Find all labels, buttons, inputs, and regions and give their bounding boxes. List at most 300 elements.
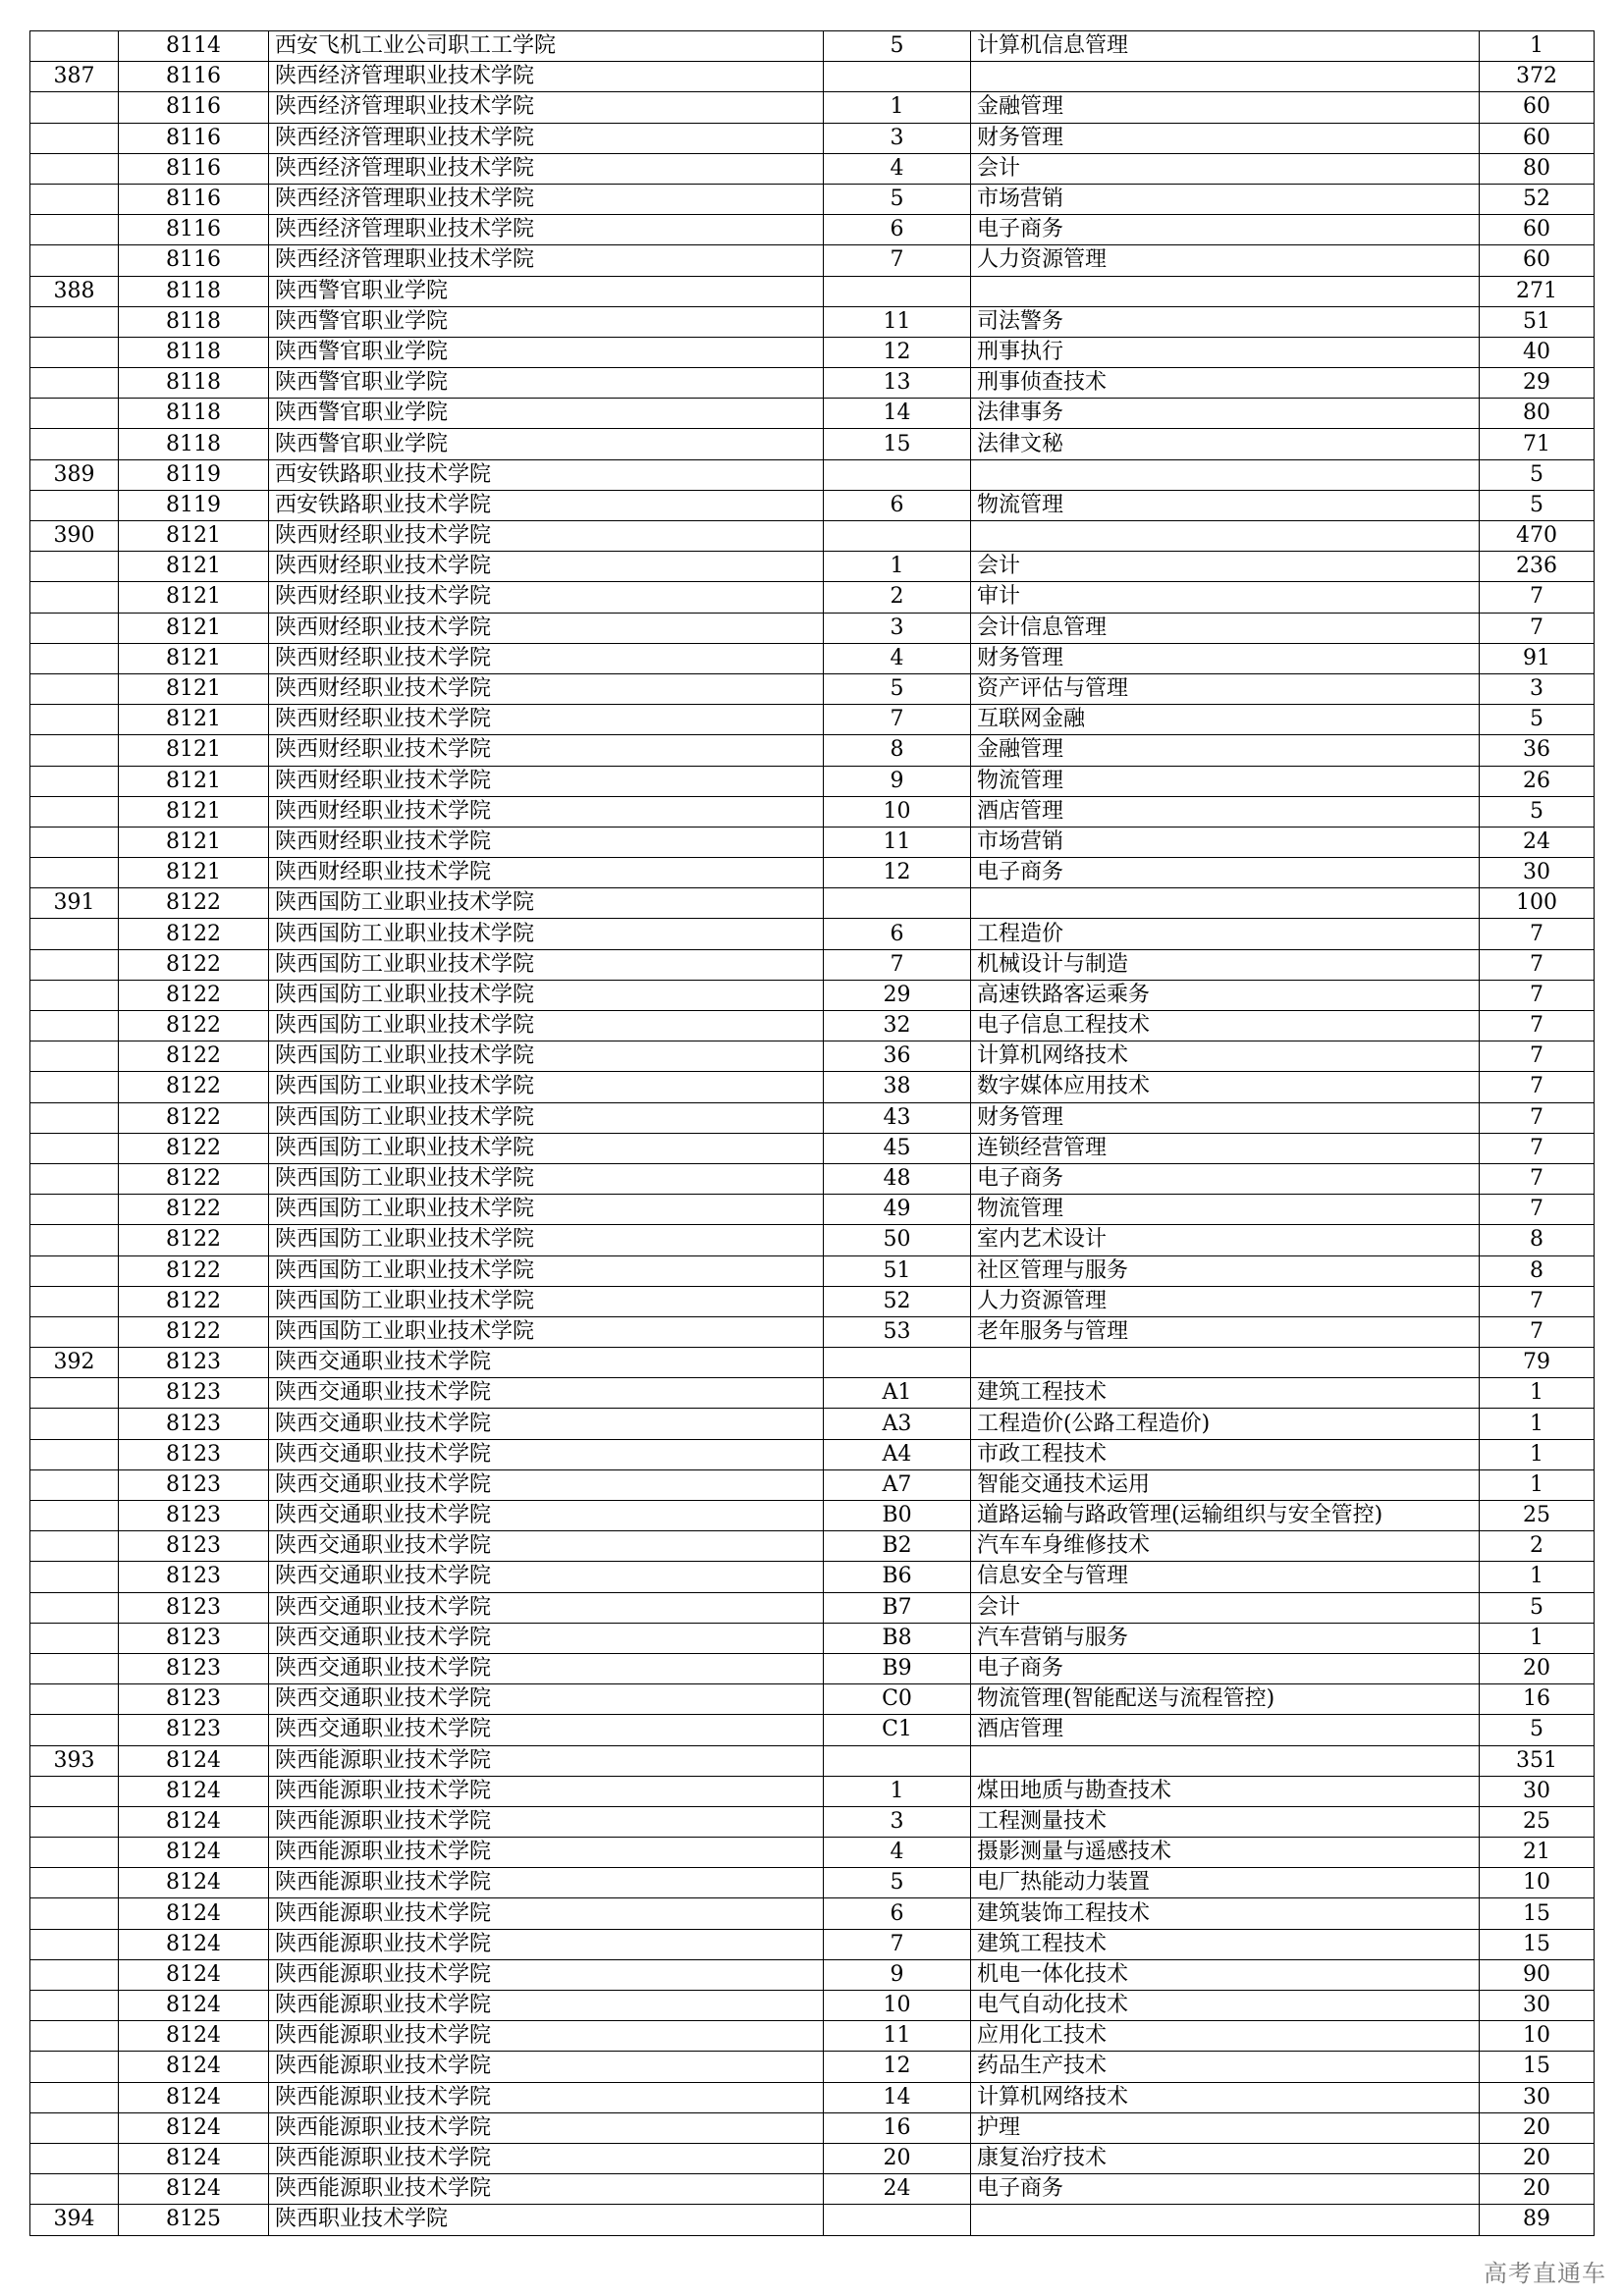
school-name-cell: 陕西能源职业技术学院 (269, 1745, 824, 1776)
major-code-cell: 1 (824, 1776, 971, 1806)
table-row (30, 1011, 1595, 1041)
major-code-cell: 50 (824, 1225, 971, 1255)
school-name-cell: 陕西能源职业技术学院 (269, 2082, 824, 2112)
plan-count-cell: 30 (1480, 1776, 1595, 1806)
school-code-cell: 8118 (119, 276, 269, 306)
major-name-cell: 信息安全与管理 (971, 1562, 1480, 1592)
school-code-cell: 8116 (119, 215, 269, 245)
table-row (30, 1684, 1595, 1715)
major-code-cell: 4 (824, 1838, 971, 1868)
major-code-cell: 6 (824, 919, 971, 949)
major-code-cell: B9 (824, 1653, 971, 1683)
plan-count-cell: 30 (1480, 2082, 1595, 2112)
seq-cell: 394 (30, 2205, 119, 2235)
school-code-cell: 8118 (119, 337, 269, 367)
school-code-cell: 8122 (119, 1163, 269, 1194)
school-code-cell: 8123 (119, 1531, 269, 1562)
school-code-cell: 8122 (119, 1102, 269, 1133)
school-name-cell: 陕西警官职业学院 (269, 276, 824, 306)
major-name-cell: 数字媒体应用技术 (971, 1072, 1480, 1102)
seq-cell: 387 (30, 62, 119, 92)
school-name-cell: 陕西交通职业技术学院 (269, 1592, 824, 1623)
school-name-cell: 陕西财经职业技术学院 (269, 643, 824, 673)
seq-cell (30, 919, 119, 949)
school-name-cell: 陕西经济管理职业技术学院 (269, 153, 824, 184)
major-name-cell: 会计 (971, 1592, 1480, 1623)
plan-count-cell: 7 (1480, 582, 1595, 613)
school-name-cell: 陕西财经职业技术学院 (269, 766, 824, 796)
table-row (30, 306, 1595, 337)
school-code-cell: 8123 (119, 1348, 269, 1378)
school-code-cell: 8123 (119, 1715, 269, 1745)
major-name-cell: 财务管理 (971, 1102, 1480, 1133)
seq-cell (30, 1562, 119, 1592)
seq-cell (30, 184, 119, 214)
school-name-cell: 陕西财经职业技术学院 (269, 858, 824, 888)
plan-count-cell: 271 (1480, 276, 1595, 306)
plan-count-cell: 79 (1480, 1348, 1595, 1378)
major-code-cell: 14 (824, 399, 971, 429)
seq-cell (30, 613, 119, 643)
table-row (30, 766, 1595, 796)
plan-count-cell: 60 (1480, 215, 1595, 245)
table-row (30, 62, 1595, 92)
table-row (30, 1653, 1595, 1683)
major-name-cell: 计算机网络技术 (971, 2082, 1480, 2112)
table-row (30, 215, 1595, 245)
major-name-cell: 机械设计与制造 (971, 949, 1480, 980)
plan-count-cell: 15 (1480, 2052, 1595, 2082)
table-row (30, 735, 1595, 766)
major-name-cell: 汽车营销与服务 (971, 1623, 1480, 1653)
major-code-cell: 36 (824, 1041, 971, 1072)
seq-cell (30, 1225, 119, 1255)
plan-count-cell: 10 (1480, 1868, 1595, 1898)
school-code-cell: 8124 (119, 2082, 269, 2112)
seq-cell (30, 796, 119, 827)
major-code-cell: 6 (824, 1898, 971, 1929)
school-code-cell: 8114 (119, 31, 269, 62)
plan-count-cell: 91 (1480, 643, 1595, 673)
school-code-cell: 8121 (119, 673, 269, 704)
major-name-cell: 物流管理 (971, 766, 1480, 796)
seq-cell (30, 1255, 119, 1286)
major-name-cell: 财务管理 (971, 643, 1480, 673)
table-row (30, 1959, 1595, 1990)
seq-cell (30, 1592, 119, 1623)
table-row (30, 490, 1595, 520)
school-code-cell: 8124 (119, 2112, 269, 2143)
school-name-cell: 陕西经济管理职业技术学院 (269, 184, 824, 214)
seq-cell (30, 766, 119, 796)
seq-cell (30, 1959, 119, 1990)
seq-cell (30, 31, 119, 62)
major-code-cell: 3 (824, 1806, 971, 1837)
major-code-cell: 43 (824, 1102, 971, 1133)
major-name-cell: 电子信息工程技术 (971, 1011, 1480, 1041)
school-name-cell: 陕西能源职业技术学院 (269, 1806, 824, 1837)
major-code-cell: 4 (824, 643, 971, 673)
seq-cell (30, 2112, 119, 2143)
major-name-cell: 法律文秘 (971, 429, 1480, 459)
school-code-cell: 8122 (119, 980, 269, 1010)
major-name-cell: 电子商务 (971, 1653, 1480, 1683)
school-name-cell: 陕西国防工业职业技术学院 (269, 949, 824, 980)
major-code-cell: 9 (824, 766, 971, 796)
major-name-cell: 连锁经营管理 (971, 1133, 1480, 1163)
seq-cell (30, 1929, 119, 1959)
school-code-cell: 8121 (119, 521, 269, 552)
major-code-cell: 11 (824, 827, 971, 857)
table-body (30, 31, 1595, 2236)
school-name-cell: 陕西能源职业技术学院 (269, 2174, 824, 2205)
major-code-cell: A1 (824, 1378, 971, 1409)
major-name-cell: 酒店管理 (971, 1715, 1480, 1745)
major-code-cell: 5 (824, 184, 971, 214)
major-code-cell (824, 459, 971, 490)
school-name-cell: 陕西能源职业技术学院 (269, 1776, 824, 1806)
major-name-cell: 物流管理 (971, 1195, 1480, 1225)
major-name-cell: 药品生产技术 (971, 2052, 1480, 2082)
major-code-cell: 5 (824, 1868, 971, 1898)
seq-cell (30, 1102, 119, 1133)
school-code-cell: 8124 (119, 1806, 269, 1837)
seq-cell: 392 (30, 1348, 119, 1378)
major-name-cell: 汽车车身维修技术 (971, 1531, 1480, 1562)
major-name-cell: 工程测量技术 (971, 1806, 1480, 1837)
table-row (30, 1898, 1595, 1929)
major-name-cell: 审计 (971, 582, 1480, 613)
table-row (30, 1623, 1595, 1653)
plan-count-cell: 16 (1480, 1684, 1595, 1715)
table-row (30, 1929, 1595, 1959)
school-name-cell: 陕西国防工业职业技术学院 (269, 1286, 824, 1316)
school-code-cell: 8121 (119, 858, 269, 888)
school-code-cell: 8122 (119, 919, 269, 949)
plan-count-cell: 20 (1480, 1653, 1595, 1683)
school-code-cell: 8123 (119, 1653, 269, 1683)
plan-count-cell: 5 (1480, 1715, 1595, 1745)
school-name-cell: 陕西经济管理职业技术学院 (269, 215, 824, 245)
major-code-cell: 49 (824, 1195, 971, 1225)
major-code-cell: 16 (824, 2112, 971, 2143)
major-name-cell: 电厂热能动力装置 (971, 1868, 1480, 1898)
school-name-cell: 陕西财经职业技术学院 (269, 582, 824, 613)
major-name-cell: 机电一体化技术 (971, 1959, 1480, 1990)
major-code-cell: 7 (824, 705, 971, 735)
seq-cell (30, 1501, 119, 1531)
major-code-cell: B6 (824, 1562, 971, 1592)
table-row (30, 1409, 1595, 1439)
table-row (30, 673, 1595, 704)
seq-cell (30, 552, 119, 582)
seq-cell (30, 1898, 119, 1929)
major-code-cell: 11 (824, 306, 971, 337)
school-name-cell: 陕西能源职业技术学院 (269, 2021, 824, 2052)
major-name-cell: 金融管理 (971, 735, 1480, 766)
table-row (30, 1991, 1595, 2021)
school-name-cell: 陕西交通职业技术学院 (269, 1378, 824, 1409)
table-row (30, 643, 1595, 673)
major-name-cell: 高速铁路客运乘务 (971, 980, 1480, 1010)
major-code-cell: 20 (824, 2143, 971, 2173)
school-name-cell: 陕西交通职业技术学院 (269, 1653, 824, 1683)
plan-count-cell: 26 (1480, 766, 1595, 796)
plan-count-cell: 1 (1480, 1623, 1595, 1653)
major-code-cell: 12 (824, 858, 971, 888)
major-code-cell: A3 (824, 1409, 971, 1439)
school-name-cell: 陕西交通职业技术学院 (269, 1715, 824, 1745)
plan-count-cell: 20 (1480, 2174, 1595, 2205)
table-row (30, 919, 1595, 949)
school-code-cell: 8122 (119, 1195, 269, 1225)
major-code-cell: 1 (824, 92, 971, 123)
school-name-cell: 陕西国防工业职业技术学院 (269, 1316, 824, 1347)
plan-count-cell: 71 (1480, 429, 1595, 459)
seq-cell (30, 1195, 119, 1225)
school-name-cell: 陕西国防工业职业技术学院 (269, 980, 824, 1010)
table-row (30, 613, 1595, 643)
school-name-cell: 陕西警官职业学院 (269, 399, 824, 429)
major-name-cell (971, 459, 1480, 490)
table-row (30, 1195, 1595, 1225)
seq-cell (30, 306, 119, 337)
major-name-cell: 道路运输与路政管理(运输组织与安全管控) (971, 1501, 1480, 1531)
plan-count-cell: 3 (1480, 673, 1595, 704)
school-name-cell: 陕西交通职业技术学院 (269, 1531, 824, 1562)
table-row (30, 2143, 1595, 2173)
school-name-cell: 陕西国防工业职业技术学院 (269, 1255, 824, 1286)
major-code-cell: 15 (824, 429, 971, 459)
school-code-cell: 8122 (119, 949, 269, 980)
major-name-cell: 康复治疗技术 (971, 2143, 1480, 2173)
major-name-cell: 工程造价 (971, 919, 1480, 949)
major-code-cell: 5 (824, 673, 971, 704)
plan-count-cell: 7 (1480, 980, 1595, 1010)
table-row (30, 582, 1595, 613)
major-name-cell (971, 62, 1480, 92)
plan-count-cell: 470 (1480, 521, 1595, 552)
school-name-cell: 陕西国防工业职业技术学院 (269, 1163, 824, 1194)
school-name-cell: 陕西交通职业技术学院 (269, 1684, 824, 1715)
table-row (30, 1531, 1595, 1562)
major-name-cell: 会计 (971, 153, 1480, 184)
seq-cell (30, 827, 119, 857)
seq-cell (30, 123, 119, 153)
major-code-cell: 6 (824, 215, 971, 245)
school-code-cell: 8122 (119, 888, 269, 919)
plan-count-cell: 10 (1480, 2021, 1595, 2052)
major-code-cell: 3 (824, 123, 971, 153)
seq-cell: 391 (30, 888, 119, 919)
school-code-cell: 8124 (119, 1898, 269, 1929)
table-row (30, 2052, 1595, 2082)
major-name-cell: 法律事务 (971, 399, 1480, 429)
seq-cell (30, 2143, 119, 2173)
major-code-cell (824, 521, 971, 552)
school-code-cell: 8124 (119, 2174, 269, 2205)
school-name-cell: 陕西职业技术学院 (269, 2205, 824, 2235)
table-row (30, 2082, 1595, 2112)
major-code-cell: 13 (824, 368, 971, 399)
plan-count-cell: 20 (1480, 2112, 1595, 2143)
school-name-cell: 陕西国防工业职业技术学院 (269, 919, 824, 949)
school-code-cell: 8118 (119, 429, 269, 459)
seq-cell (30, 949, 119, 980)
school-code-cell: 8124 (119, 1959, 269, 1990)
major-code-cell: 8 (824, 735, 971, 766)
seq-cell (30, 858, 119, 888)
major-code-cell: 14 (824, 2082, 971, 2112)
seq-cell (30, 337, 119, 367)
school-code-cell: 8118 (119, 399, 269, 429)
plan-count-cell: 20 (1480, 2143, 1595, 2173)
school-code-cell: 8116 (119, 184, 269, 214)
school-code-cell: 8123 (119, 1562, 269, 1592)
school-code-cell: 8121 (119, 766, 269, 796)
school-name-cell: 陕西能源职业技术学院 (269, 2052, 824, 2082)
plan-count-cell: 24 (1480, 827, 1595, 857)
school-name-cell: 陕西财经职业技术学院 (269, 552, 824, 582)
table-row (30, 796, 1595, 827)
table-row (30, 1806, 1595, 1837)
school-name-cell: 陕西能源职业技术学院 (269, 1929, 824, 1959)
major-name-cell: 市政工程技术 (971, 1439, 1480, 1469)
school-name-cell: 陕西交通职业技术学院 (269, 1348, 824, 1378)
school-code-cell: 8123 (119, 1684, 269, 1715)
school-name-cell: 陕西国防工业职业技术学院 (269, 888, 824, 919)
seq-cell (30, 1868, 119, 1898)
major-code-cell (824, 1745, 971, 1776)
plan-count-cell: 15 (1480, 1929, 1595, 1959)
major-name-cell: 摄影测量与遥感技术 (971, 1838, 1480, 1868)
enrollment-plan-table (29, 30, 1595, 2236)
major-name-cell: 应用化工技术 (971, 2021, 1480, 2052)
seq-cell (30, 1011, 119, 1041)
school-code-cell: 8124 (119, 1776, 269, 1806)
major-name-cell: 社区管理与服务 (971, 1255, 1480, 1286)
school-name-cell: 陕西交通职业技术学院 (269, 1501, 824, 1531)
seq-cell (30, 1133, 119, 1163)
major-code-cell: 1 (824, 552, 971, 582)
school-code-cell: 8122 (119, 1072, 269, 1102)
major-name-cell: 司法警务 (971, 306, 1480, 337)
school-name-cell: 陕西经济管理职业技术学院 (269, 123, 824, 153)
school-name-cell: 陕西国防工业职业技术学院 (269, 1011, 824, 1041)
major-name-cell: 人力资源管理 (971, 1286, 1480, 1316)
school-code-cell: 8122 (119, 1316, 269, 1347)
table-row (30, 2112, 1595, 2143)
school-code-cell: 8124 (119, 2143, 269, 2173)
school-name-cell: 陕西交通职业技术学院 (269, 1439, 824, 1469)
school-name-cell: 陕西交通职业技术学院 (269, 1562, 824, 1592)
plan-count-cell: 5 (1480, 459, 1595, 490)
seq-cell (30, 1378, 119, 1409)
seq-cell (30, 1531, 119, 1562)
plan-count-cell: 7 (1480, 1072, 1595, 1102)
major-code-cell: B7 (824, 1592, 971, 1623)
major-code-cell: 51 (824, 1255, 971, 1286)
major-code-cell: 12 (824, 2052, 971, 2082)
major-code-cell (824, 62, 971, 92)
school-code-cell: 8118 (119, 368, 269, 399)
school-code-cell: 8121 (119, 552, 269, 582)
school-code-cell: 8123 (119, 1501, 269, 1531)
seq-cell (30, 1991, 119, 2021)
plan-count-cell: 21 (1480, 1838, 1595, 1868)
major-code-cell (824, 888, 971, 919)
major-code-cell: A7 (824, 1469, 971, 1500)
seq-cell (30, 368, 119, 399)
seq-cell (30, 1715, 119, 1745)
major-code-cell: 4 (824, 153, 971, 184)
school-code-cell: 8124 (119, 1868, 269, 1898)
major-code-cell (824, 2205, 971, 2235)
table-row (30, 123, 1595, 153)
plan-count-cell: 1 (1480, 1469, 1595, 1500)
table-row (30, 2021, 1595, 2052)
school-code-cell: 8116 (119, 62, 269, 92)
major-code-cell (824, 1348, 971, 1378)
school-name-cell: 西安铁路职业技术学院 (269, 459, 824, 490)
school-code-cell: 8123 (119, 1592, 269, 1623)
table-row (30, 1592, 1595, 1623)
major-name-cell: 电子商务 (971, 2174, 1480, 2205)
plan-count-cell: 80 (1480, 153, 1595, 184)
watermark-text: 高考直通车 (1484, 2260, 1606, 2287)
major-name-cell: 刑事侦查技术 (971, 368, 1480, 399)
table-row (30, 1255, 1595, 1286)
plan-count-cell: 1 (1480, 1378, 1595, 1409)
major-name-cell: 互联网金融 (971, 705, 1480, 735)
plan-count-cell: 52 (1480, 184, 1595, 214)
major-code-cell: C1 (824, 1715, 971, 1745)
table-row (30, 1469, 1595, 1500)
plan-count-cell: 7 (1480, 919, 1595, 949)
seq-cell (30, 980, 119, 1010)
seq-cell (30, 1653, 119, 1683)
school-code-cell: 8116 (119, 123, 269, 153)
school-name-cell: 陕西能源职业技术学院 (269, 1991, 824, 2021)
major-name-cell: 建筑工程技术 (971, 1378, 1480, 1409)
school-name-cell: 陕西国防工业职业技术学院 (269, 1133, 824, 1163)
plan-count-cell: 7 (1480, 1195, 1595, 1225)
major-code-cell: A4 (824, 1439, 971, 1469)
table-row (30, 552, 1595, 582)
table-row (30, 1715, 1595, 1745)
table-row (30, 245, 1595, 276)
table-row (30, 1501, 1595, 1531)
major-code-cell: 6 (824, 490, 971, 520)
major-name-cell: 人力资源管理 (971, 245, 1480, 276)
table-row (30, 1286, 1595, 1316)
school-name-cell: 陕西交通职业技术学院 (269, 1623, 824, 1653)
school-code-cell: 8124 (119, 2052, 269, 2082)
school-name-cell: 陕西国防工业职业技术学院 (269, 1195, 824, 1225)
school-code-cell: 8122 (119, 1041, 269, 1072)
school-name-cell: 陕西警官职业学院 (269, 337, 824, 367)
table-row (30, 337, 1595, 367)
plan-count-cell: 5 (1480, 1592, 1595, 1623)
school-code-cell: 8116 (119, 92, 269, 123)
seq-cell (30, 1439, 119, 1469)
school-name-cell: 陕西警官职业学院 (269, 429, 824, 459)
major-name-cell: 会计 (971, 552, 1480, 582)
seq-cell (30, 1316, 119, 1347)
seq-cell (30, 1623, 119, 1653)
school-code-cell: 8123 (119, 1623, 269, 1653)
major-name-cell: 建筑装饰工程技术 (971, 1898, 1480, 1929)
